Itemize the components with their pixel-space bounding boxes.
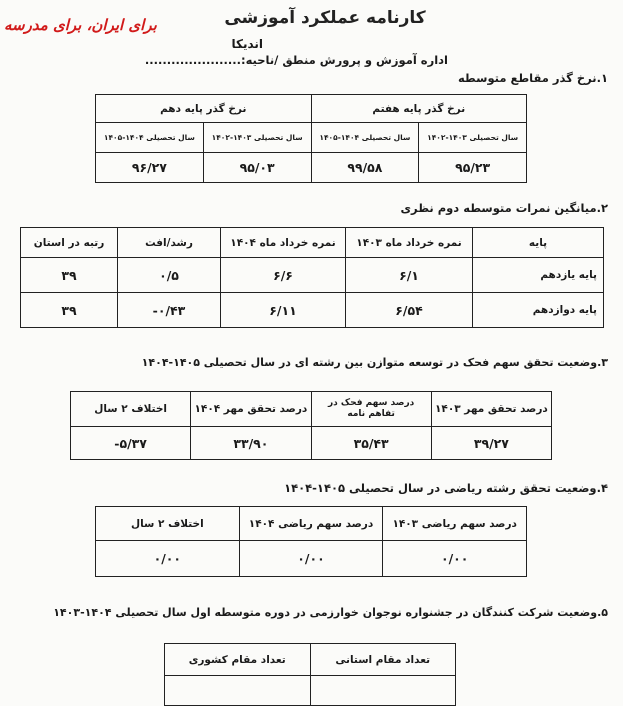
grades-header: رشد/افت <box>118 228 221 258</box>
fahk-value: ۳۹/۲۷ <box>431 427 551 460</box>
math-header: اختلاف ۲ سال <box>96 507 240 541</box>
pass-rate-table <box>95 94 527 183</box>
grade-value: ۶/۵۴ <box>346 293 473 328</box>
fahk-header: درصد تحقق مهر ۱۴۰۳ <box>431 392 551 427</box>
rank-value: ۳۹ <box>21 258 118 293</box>
fahk-value: -۵/۳۷ <box>71 427 191 460</box>
growth-value: -۰/۴۳ <box>118 293 221 328</box>
pass-rate-value: ۹۵/۲۳ <box>419 153 527 183</box>
pass-rate-value: ۹۵/۰۳ <box>203 153 311 183</box>
section1-title: ۱.نرخ گذر مقاطع متوسطه <box>457 71 608 85</box>
growth-value: ۰/۵ <box>118 258 221 293</box>
fahk-header: درصد سهم فحک در تفاهم نامه <box>311 392 431 427</box>
department-line: اداره آموزش و پرورش منطق /ناحیه:...................... <box>144 53 448 67</box>
grade-value: ۶/۱ <box>346 258 473 293</box>
math-value: ۰/۰۰ <box>96 541 240 577</box>
year-cell: سال تحصیلی ۱۴۰۳-۱۴۰۲ <box>419 123 527 153</box>
grades-header: پایه <box>473 228 604 258</box>
kharazmi-table <box>164 643 456 706</box>
grades-header: نمره خرداد ماه ۱۴۰۴ <box>221 228 346 258</box>
kharazmi-header: تعداد مقام استانی <box>310 644 456 676</box>
section2-title: ۲.میانگین نمرات متوسطه دوم نظری <box>400 201 608 215</box>
section3-title: ۳.وضعیت تحقق سهم فحک در توسعه متوازن بین رشته ای در سال تحصیلی ۱۴۰۵-۱۴۰۴ <box>141 356 608 369</box>
table-row <box>21 293 604 328</box>
fahk-value: ۳۵/۴۳ <box>311 427 431 460</box>
report-title: کارنامه عملکرد آموزشی <box>224 8 426 28</box>
fahk-header: اختلاف ۲ سال <box>71 392 191 427</box>
grade-value: ۶/۱۱ <box>221 293 346 328</box>
grades-table <box>20 227 604 328</box>
red-slogan: برای ایران، برای مدرسه <box>4 16 157 34</box>
fahk-table <box>70 391 552 460</box>
year-cell: سال تحصیلی ۱۴۰۴-۱۴۰۵ <box>311 123 419 153</box>
table-row <box>21 258 604 293</box>
kharazmi-header: تعداد مقام کشوری <box>165 644 311 676</box>
kharazmi-value <box>165 676 311 706</box>
section5-title: ۵.وضعیت شرکت کنندگان در جشنواره نوجوان خوارزمی در دوره متوسطه اول سال تحصیلی ۱۴۰۴-۱۴۰۳ <box>53 606 608 619</box>
grade7-header: نرخ گذر پایه هفتم <box>311 95 527 123</box>
fahk-value: ۳۳/۹۰ <box>191 427 311 460</box>
section4-title: ۴.وضعیت تحقق رشته ریاضی در سال تحصیلی ۱۴۰۵-۱۴۰۴ <box>284 481 608 495</box>
grade10-header: نرخ گذر پایه دهم <box>96 95 312 123</box>
grades-header: نمره خرداد ماه ۱۴۰۳ <box>346 228 473 258</box>
year-cell: سال تحصیلی ۱۴۰۴-۱۴۰۵ <box>96 123 204 153</box>
math-value: ۰/۰۰ <box>239 541 383 577</box>
math-header: درصد سهم ریاضی ۱۴۰۳ <box>383 507 527 541</box>
grade-label: پایه دوازدهم <box>473 293 604 328</box>
year-cell: سال تحصیلی ۱۴۰۳-۱۴۰۲ <box>203 123 311 153</box>
grade-value: ۶/۶ <box>221 258 346 293</box>
math-value: ۰/۰۰ <box>383 541 527 577</box>
pass-rate-value: ۹۹/۵۸ <box>311 153 419 183</box>
region-name: اندیکا <box>231 37 263 51</box>
math-table <box>95 506 527 577</box>
kharazmi-value <box>310 676 456 706</box>
rank-value: ۳۹ <box>21 293 118 328</box>
grades-header: رتبه در استان <box>21 228 118 258</box>
pass-rate-value: ۹۶/۲۷ <box>96 153 204 183</box>
fahk-header: درصد تحقق مهر ۱۴۰۴ <box>191 392 311 427</box>
math-header: درصد سهم ریاضی ۱۴۰۴ <box>239 507 383 541</box>
grade-label: پایه یازدهم <box>473 258 604 293</box>
